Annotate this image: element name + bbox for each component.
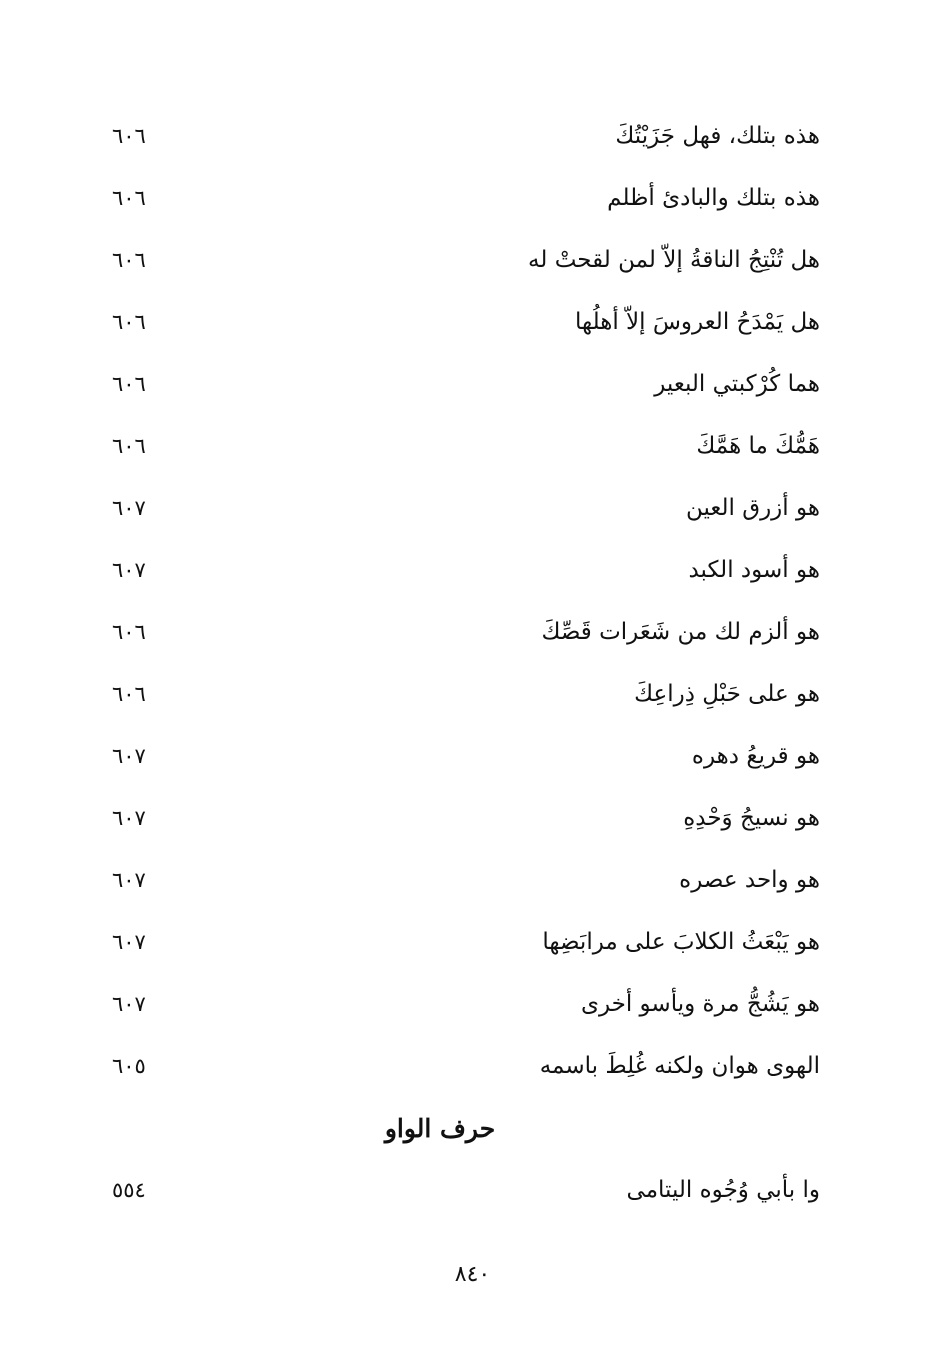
entry-phrase: الهوى هوان ولكنه غُلِطَ باسمه xyxy=(539,1053,820,1079)
entry-phrase: هذه بتلك والبادئ أظلم xyxy=(607,185,820,211)
entry-page-number: ٦٠٧ xyxy=(112,806,146,830)
index-entry xyxy=(100,291,820,353)
entry-phrase: هو أزرق العين xyxy=(685,495,820,521)
index-entry xyxy=(100,167,820,229)
entry-page-number: ٦٠٦ xyxy=(112,186,146,210)
entry-page-number: ٦٠٧ xyxy=(112,992,146,1016)
entry-phrase: هو يَبْعَثُ الكلابَ على مرابَضِها xyxy=(542,929,820,955)
entry-page-number: ٦٠٦ xyxy=(112,434,146,458)
index-entry xyxy=(100,1159,820,1221)
index-entry xyxy=(100,601,820,663)
entry-page-number: ٦٠٧ xyxy=(112,744,146,768)
index-entry xyxy=(100,911,820,973)
entry-page-number: ٦٠٧ xyxy=(112,930,146,954)
index-entry xyxy=(100,353,820,415)
index-entry xyxy=(100,105,820,167)
entry-page-number: ٦٠٧ xyxy=(112,558,146,582)
entry-phrase: هل تُنْتِجُ الناقةُ إلاّ لمن لقحتْ له xyxy=(528,247,820,273)
entry-phrase: وا بأبي وُجُوه اليتامى xyxy=(626,1177,820,1203)
entry-phrase: هو أسود الكبد xyxy=(688,557,820,583)
index-entry xyxy=(100,725,820,787)
index-entry xyxy=(100,787,820,849)
entry-phrase: هو واحد عصره xyxy=(679,867,820,893)
entry-page-number: ٦٠٦ xyxy=(112,372,146,396)
entry-page-number: ٦٠٧ xyxy=(112,496,146,520)
index-entry xyxy=(100,849,820,911)
page-number: ٨٤٠ xyxy=(454,1262,491,1287)
entry-phrase: هَمُّكَ ما هَمَّكَ xyxy=(696,433,820,459)
entry-phrase: هو يَشُجُّ مرة ويأسو أخرى xyxy=(580,991,820,1017)
index-entry xyxy=(100,973,820,1035)
index-entry xyxy=(100,539,820,601)
entry-page-number: ٦٠٦ xyxy=(112,124,146,148)
entry-page-number: ٦٠٦ xyxy=(112,682,146,706)
index-entry xyxy=(100,477,820,539)
entry-page-number: ٦٠٧ xyxy=(112,868,146,892)
entry-page-number: ٦٠٥ xyxy=(112,1054,146,1078)
index-entries xyxy=(100,105,820,1221)
entry-page-number: ٦٠٦ xyxy=(112,310,146,334)
entry-page-number: ٦٠٦ xyxy=(112,620,146,644)
entry-phrase: هو نسيجُ وَحْدِهِ xyxy=(683,805,820,831)
index-entry xyxy=(100,1035,820,1097)
index-entry xyxy=(100,229,820,291)
entry-phrase: هو ألزم لك من شَعَرات قَصِّكَ xyxy=(541,619,820,645)
entry-phrase: هما كُرْكبتي البعير xyxy=(654,371,820,397)
entry-phrase: هذه بتلك، فهل جَزَيْتُكَ xyxy=(615,123,820,149)
section-heading: حرف الواو xyxy=(384,1113,496,1143)
entry-phrase: هو على حَبْلِ ذِراعِكَ xyxy=(634,681,820,707)
index-entry xyxy=(100,663,820,725)
entry-phrase: هل يَمْدَحُ العروسَ إلاّ أهلُها xyxy=(574,309,820,335)
index-entry xyxy=(100,415,820,477)
entry-page-number: ٦٠٦ xyxy=(112,248,146,272)
entry-phrase: هو قريعُ دهره xyxy=(691,743,820,769)
entry-page-number: ٥٥٤ xyxy=(112,1178,146,1202)
